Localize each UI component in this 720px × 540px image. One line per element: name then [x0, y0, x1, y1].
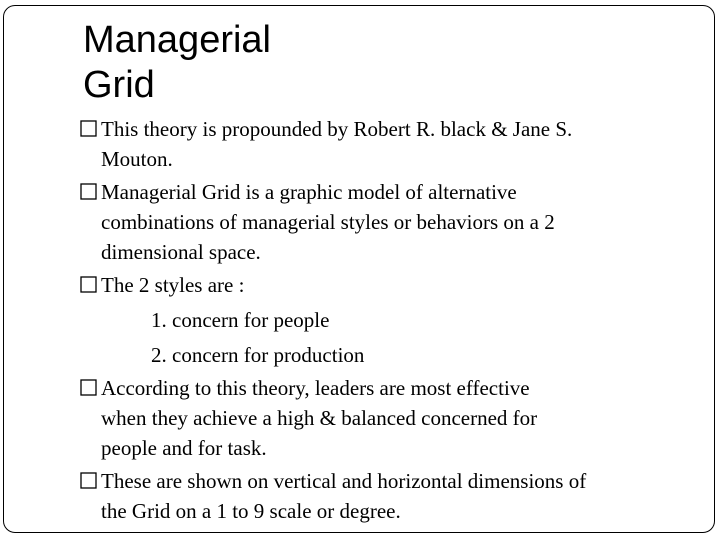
- bullet-line: The 2 styles are :: [101, 273, 245, 297]
- sub-item: [80, 340, 680, 370]
- title-line-1: Managerial: [83, 19, 271, 61]
- sub-item-text: 2. concern for production: [151, 343, 365, 367]
- bullet-item: [80, 270, 680, 300]
- bullet-line: Mouton.: [101, 147, 173, 171]
- bullet-item: [80, 466, 680, 526]
- empty-square-bullet-icon: [80, 120, 97, 137]
- empty-square-bullet-icon: [80, 276, 97, 293]
- bullet-line: dimensional space.: [101, 240, 261, 264]
- empty-square-bullet-icon: [80, 183, 97, 200]
- bullet-line: the Grid on a 1 to 9 scale or degree.: [101, 499, 401, 523]
- sub-item: [80, 305, 680, 335]
- empty-square-bullet-icon: [80, 472, 97, 489]
- slide-title: [83, 18, 271, 108]
- bullet-line: combinations of managerial styles or behaviors on a 2: [101, 210, 555, 234]
- bullet-line: when they achieve a high & balanced concerned for: [101, 406, 538, 430]
- bullet-item: [80, 373, 680, 463]
- bullet-line: Managerial Grid is a graphic model of alternative: [101, 180, 517, 204]
- bullet-line: According to this theory, leaders are most effective: [101, 376, 530, 400]
- sub-item-text: 1. concern for people: [151, 308, 330, 332]
- bullet-line: These are shown on vertical and horizontal dimensions of: [101, 469, 587, 493]
- empty-square-bullet-icon: [80, 379, 97, 396]
- bullet-line: This theory is propounded by Robert R. black & Jane S.: [101, 117, 573, 141]
- bullet-item: [80, 177, 680, 267]
- bullet-item: [80, 114, 680, 174]
- bullet-line: people and for task.: [101, 436, 267, 460]
- slide-body: [80, 114, 680, 529]
- title-line-2: Grid: [83, 64, 155, 106]
